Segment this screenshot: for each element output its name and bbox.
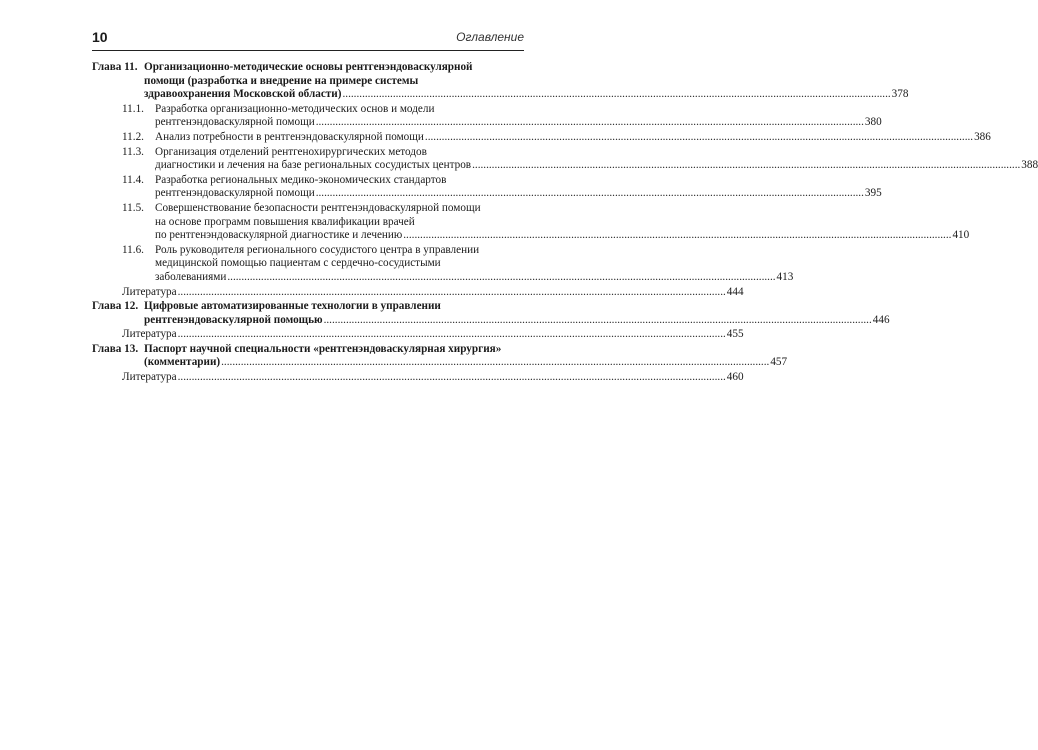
dot-leader xyxy=(178,286,726,300)
page-ref: 386 xyxy=(974,130,991,143)
page-ref: 460 xyxy=(726,371,744,384)
section-title-line: Разработка региональных медико-экономических стандартов xyxy=(155,173,447,186)
chapter-title-line: Организационно-методические основы рентгенэндоваскулярной xyxy=(144,61,473,73)
toc-section-11-5[interactable] xyxy=(92,201,970,243)
chapter-title-line: помощи (разработка и внедрение на примере системы xyxy=(144,74,419,87)
page-ref: 413 xyxy=(776,270,794,283)
running-head: Оглавление xyxy=(456,30,524,44)
dot-leader xyxy=(342,88,890,102)
toc-section-11-6[interactable] xyxy=(92,243,794,285)
dot-leader xyxy=(472,159,1020,173)
toc-section-11-4[interactable] xyxy=(92,173,882,201)
section-title-line: Анализ потребности в рентгенэндоваскулярной помощи xyxy=(155,130,424,143)
section-title-line: медицинской помощью пациентам с сердечно-сосудистыми xyxy=(155,257,441,270)
page-ref: 395 xyxy=(864,187,882,200)
section-number: 11.2. xyxy=(122,130,144,143)
page-ref: 444 xyxy=(726,285,744,298)
section-title-line: Разработка организационно-методических основ и модели xyxy=(155,102,435,115)
toc-section-11-2[interactable] xyxy=(92,130,991,145)
page-ref: 446 xyxy=(872,313,890,326)
page-ref: 388 xyxy=(1021,159,1038,172)
dot-leader xyxy=(178,371,726,385)
page-ref: 410 xyxy=(952,229,970,242)
dot-leader xyxy=(403,229,951,243)
page-ref: 457 xyxy=(770,356,788,369)
page-ref: 378 xyxy=(891,88,909,101)
toc-literature-13[interactable] xyxy=(92,371,744,385)
chapter-label: Глава 11. xyxy=(92,61,138,73)
chapter-title-line: Паспорт научной специальности «рентгенэндоваскулярная хирургия» xyxy=(144,342,502,355)
dot-leader xyxy=(316,116,864,130)
toc-literature-12[interactable] xyxy=(92,328,744,342)
page-header xyxy=(92,28,524,51)
toc-chapter-12[interactable] xyxy=(92,300,890,327)
section-title-line: на основе программ повышения квалификации врачей xyxy=(155,215,415,228)
page-ref: 455 xyxy=(726,328,744,341)
section-title-line: рентгенэндоваскулярной помощи xyxy=(155,116,315,129)
chapter-title-line: здравоохранения Московской области) xyxy=(144,88,342,101)
literature-label: Литература xyxy=(122,285,177,298)
dot-leader xyxy=(178,328,726,342)
chapter-label: Глава 13. xyxy=(92,342,139,355)
section-number: 11.6. xyxy=(122,243,144,256)
dot-leader xyxy=(227,271,775,285)
toc-section-11-1[interactable] xyxy=(92,102,882,130)
toc-chapter-13[interactable] xyxy=(92,342,788,370)
dot-leader xyxy=(316,187,864,201)
section-title-line: Совершенствование безопасности рентгенэндоваскулярной помощи xyxy=(155,201,481,214)
section-title-line: диагностики и лечения на базе региональных сосудистых центров xyxy=(155,159,472,172)
section-number: 11.4. xyxy=(122,173,144,186)
section-title-line: Организация отделений рентгенохирургических методов xyxy=(155,145,427,158)
chapter-label: Глава 12. xyxy=(92,300,139,313)
section-title-line: Роль руководителя регионального сосудистого центра в управлении xyxy=(155,243,480,256)
toc-chapter-11[interactable] xyxy=(92,61,909,102)
toc-literature-11[interactable] xyxy=(92,285,744,300)
page-ref: 380 xyxy=(864,116,882,129)
section-title-line: рентгенэндоваскулярной помощи xyxy=(155,187,315,200)
section-number: 11.5. xyxy=(122,201,144,214)
table-of-contents xyxy=(92,60,1038,385)
literature-label: Литература xyxy=(122,371,177,384)
dot-leader xyxy=(425,131,973,145)
literature-label: Литература xyxy=(122,328,177,341)
page-number: 10 xyxy=(92,29,108,45)
section-title-line: по рентгенэндоваскулярной диагностике и лечению xyxy=(155,229,403,242)
dot-leader xyxy=(324,314,872,328)
dot-leader xyxy=(221,356,769,370)
chapter-title-line: рентгенэндоваскулярной помощью xyxy=(144,313,323,326)
chapter-title-line: (комментарии) xyxy=(144,356,221,369)
section-number: 11.3. xyxy=(122,145,144,158)
toc-section-11-3[interactable] xyxy=(92,145,1038,173)
section-number: 11.1. xyxy=(122,102,144,115)
section-title-line: заболеваниями xyxy=(155,270,227,283)
chapter-title-line: Цифровые автоматизированные технологии в управлении xyxy=(144,300,441,313)
